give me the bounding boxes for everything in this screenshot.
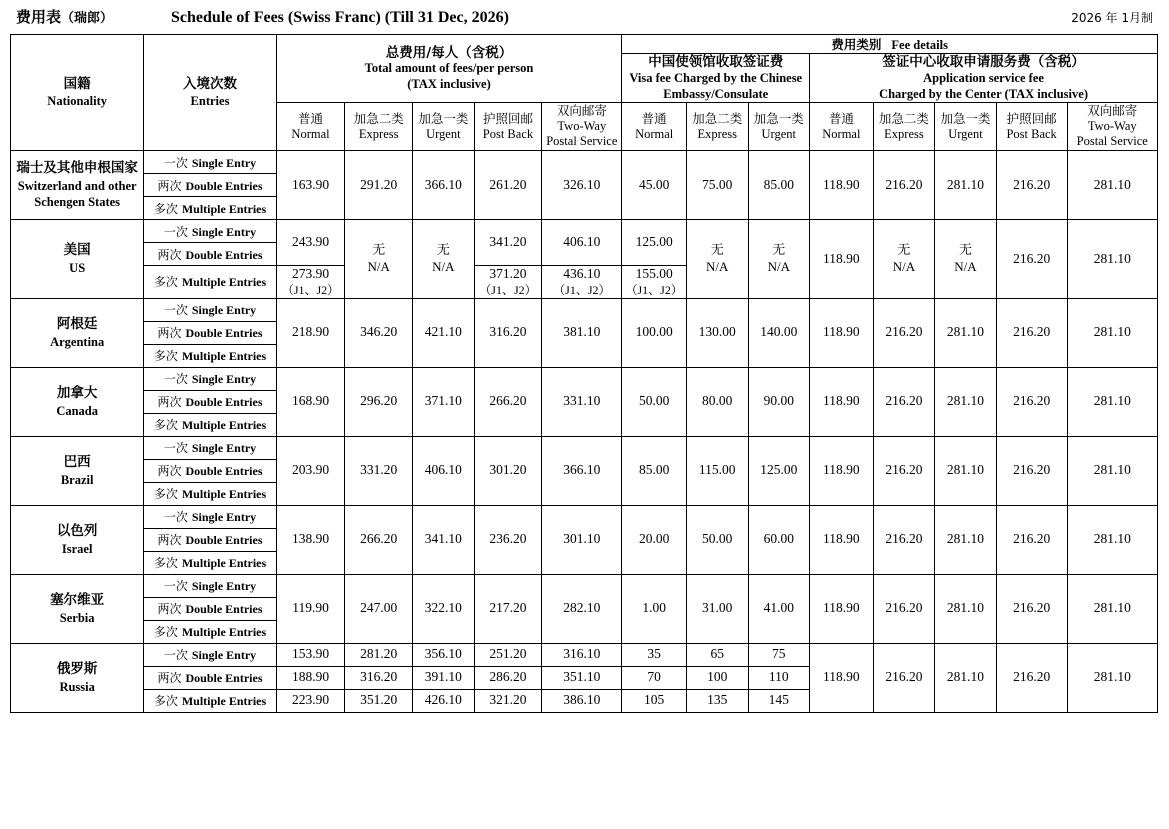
total-two-way: 316.10 — [542, 643, 622, 666]
service-normal: 118.90 — [810, 643, 874, 712]
total-two-way: 366.10 — [542, 436, 622, 505]
total-two-way-single: 406.10 — [542, 220, 622, 266]
visa-express: 65 — [686, 643, 748, 666]
total-post-back-single: 341.20 — [474, 220, 542, 266]
entry-label: 多次 Multiple Entries — [144, 197, 276, 220]
table-row — [11, 505, 1158, 528]
fee-table — [10, 34, 1158, 713]
service-normal: 118.90 — [810, 151, 874, 220]
entry-label: 两次 Double Entries — [144, 174, 276, 197]
service-urgent: 281.10 — [935, 436, 997, 505]
subheader-visa-normal: 普通 Normal — [622, 103, 687, 151]
entry-label: 两次 Double Entries — [144, 390, 276, 413]
visa-express: 31.00 — [686, 574, 748, 643]
total-express: 296.20 — [345, 367, 413, 436]
service-urgent: 281.10 — [935, 151, 997, 220]
service-normal: 118.90 — [810, 505, 874, 574]
service-urgent: 281.10 — [935, 367, 997, 436]
total-two-way: 282.10 — [542, 574, 622, 643]
col-header-nationality — [11, 35, 144, 151]
entry-label: 一次 Single Entry — [144, 367, 276, 390]
service-post-back: 216.20 — [996, 436, 1067, 505]
subheader-total-two-way: 双向邮寄 Two-Way Postal Service — [542, 103, 622, 151]
service-two-way: 281.10 — [1067, 436, 1157, 505]
nationality-cell: 以色列 Israel — [11, 505, 144, 574]
table-row — [11, 151, 1158, 174]
service-express: 216.20 — [873, 643, 935, 712]
entry-label: 一次 Single Entry — [144, 505, 276, 528]
issue-date-note: 2026 年 1月制 — [1071, 11, 1153, 25]
service-two-way: 281.10 — [1067, 220, 1157, 299]
nationality-cell: 巴西 Brazil — [11, 436, 144, 505]
nationality-cell: 美国 US — [11, 220, 144, 299]
visa-normal-multi: 155.00 （J1、J2） — [622, 266, 687, 299]
service-post-back: 216.20 — [996, 298, 1067, 367]
title-english: Schedule of Fees (Swiss Franc) (Till 31 Dec, 2026) — [171, 9, 509, 26]
fee-details-cn: 费用类别 — [831, 37, 882, 52]
total-urgent: 391.10 — [413, 666, 475, 689]
entry-label: 一次 Single Entry — [144, 151, 276, 174]
total-two-way: 351.10 — [542, 666, 622, 689]
entry-label: 多次 Multiple Entries — [144, 413, 276, 436]
entry-label: 一次 Single Entry — [144, 298, 276, 321]
service-express: 216.20 — [873, 505, 935, 574]
table-row — [11, 367, 1158, 390]
total-normal: 218.90 — [276, 298, 345, 367]
visa-urgent: 90.00 — [748, 367, 810, 436]
service-normal: 118.90 — [810, 298, 874, 367]
group-visa-en1: Visa fee Charged by the Chinese — [629, 70, 803, 85]
total-express: 346.20 — [345, 298, 413, 367]
service-normal: 118.90 — [810, 436, 874, 505]
subheader-total-normal: 普通 Normal — [276, 103, 345, 151]
service-post-back: 216.20 — [996, 574, 1067, 643]
nationality-cell: 瑞士及其他申根国家 Switzerland and other Schengen States — [11, 151, 144, 220]
subheader-service-express: 加急二类 Express — [873, 103, 935, 151]
title-chinese-sub: （瑞郎） — [61, 11, 114, 26]
group-total-en: Total amount of fees/per person — [364, 61, 534, 76]
visa-express: 100 — [686, 666, 748, 689]
service-two-way: 281.10 — [1067, 298, 1157, 367]
visa-urgent: 125.00 — [748, 436, 810, 505]
total-express: 266.20 — [345, 505, 413, 574]
col-header-entries-en: Entries — [190, 94, 230, 109]
group-header-service-fee — [810, 54, 1158, 103]
visa-normal: 85.00 — [622, 436, 687, 505]
service-express: 无 N/A — [873, 220, 935, 299]
service-two-way: 281.10 — [1067, 151, 1157, 220]
total-post-back: 251.20 — [474, 643, 542, 666]
entry-label: 一次 Single Entry — [144, 436, 276, 459]
service-express: 216.20 — [873, 298, 935, 367]
service-post-back: 216.20 — [996, 505, 1067, 574]
table-row — [11, 574, 1158, 597]
col-header-entries — [144, 35, 276, 151]
subheader-total-urgent: 加急一类 Urgent — [413, 103, 475, 151]
entry-label: 一次 Single Entry — [144, 574, 276, 597]
total-urgent: 366.10 — [413, 151, 475, 220]
nationality-cell: 阿根廷 Argentina — [11, 298, 144, 367]
visa-express: 无 N/A — [686, 220, 748, 299]
total-express: 351.20 — [345, 689, 413, 712]
total-normal-multi: 273.90 （J1、J2） — [276, 266, 345, 299]
total-normal: 203.90 — [276, 436, 345, 505]
group-service-en1: Application service fee — [923, 70, 1044, 85]
entry-label: 一次 Single Entry — [144, 220, 276, 243]
visa-normal: 100.00 — [622, 298, 687, 367]
service-two-way: 281.10 — [1067, 505, 1157, 574]
subheader-service-two-way: 双向邮寄 Two-Way Postal Service — [1067, 103, 1157, 151]
visa-urgent: 41.00 — [748, 574, 810, 643]
entry-label: 两次 Double Entries — [144, 459, 276, 482]
service-urgent: 281.10 — [935, 298, 997, 367]
subheader-service-urgent: 加急一类 Urgent — [935, 103, 997, 151]
service-post-back: 216.20 — [996, 151, 1067, 220]
subheader-service-normal: 普通 Normal — [810, 103, 874, 151]
total-urgent: 356.10 — [413, 643, 475, 666]
nationality-cell: 塞尔维亚 Serbia — [11, 574, 144, 643]
total-post-back: 286.20 — [474, 666, 542, 689]
total-urgent: 322.10 — [413, 574, 475, 643]
visa-normal: 105 — [622, 689, 687, 712]
table-row — [11, 298, 1158, 321]
visa-normal-single: 125.00 — [622, 220, 687, 266]
service-post-back: 216.20 — [996, 220, 1067, 299]
group-total-cn: 总费用/每人（含税） — [385, 44, 513, 61]
visa-normal: 45.00 — [622, 151, 687, 220]
total-normal: 168.90 — [276, 367, 345, 436]
service-two-way: 281.10 — [1067, 643, 1157, 712]
total-post-back-multi: 371.20 （J1、J2） — [474, 266, 542, 299]
service-express: 216.20 — [873, 151, 935, 220]
group-total-tax: (TAX inclusive) — [407, 77, 491, 91]
visa-urgent: 145 — [748, 689, 810, 712]
group-service-en2: Charged by the Center (TAX inclusive) — [879, 86, 1088, 101]
table-row — [11, 643, 1158, 666]
visa-urgent: 140.00 — [748, 298, 810, 367]
visa-urgent: 60.00 — [748, 505, 810, 574]
nationality-cell: 俄罗斯 Russia — [11, 643, 144, 712]
visa-express: 75.00 — [686, 151, 748, 220]
total-express: 316.20 — [345, 666, 413, 689]
entry-label: 一次 Single Entry — [144, 643, 276, 666]
service-two-way: 281.10 — [1067, 574, 1157, 643]
total-urgent: 无 N/A — [413, 220, 475, 299]
entry-label: 两次 Double Entries — [144, 666, 276, 689]
total-urgent: 421.10 — [413, 298, 475, 367]
service-urgent: 281.10 — [935, 643, 997, 712]
col-header-nationality-en: Nationality — [47, 94, 108, 109]
group-visa-cn: 中国使领馆收取签证费 — [648, 54, 784, 70]
subheader-service-post-back: 护照回邮 Post Back — [996, 103, 1067, 151]
total-urgent: 406.10 — [413, 436, 475, 505]
service-two-way: 281.10 — [1067, 367, 1157, 436]
visa-express: 130.00 — [686, 298, 748, 367]
total-two-way: 331.10 — [542, 367, 622, 436]
visa-urgent: 110 — [748, 666, 810, 689]
visa-express: 50.00 — [686, 505, 748, 574]
total-urgent: 371.10 — [413, 367, 475, 436]
service-normal: 118.90 — [810, 220, 874, 299]
entry-label: 多次 Multiple Entries — [144, 551, 276, 574]
total-normal-single: 243.90 — [276, 220, 345, 266]
service-urgent: 无 N/A — [935, 220, 997, 299]
entry-label: 多次 Multiple Entries — [144, 689, 276, 712]
visa-normal: 1.00 — [622, 574, 687, 643]
visa-normal: 70 — [622, 666, 687, 689]
entry-label: 两次 Double Entries — [144, 243, 276, 266]
total-normal: 153.90 — [276, 643, 345, 666]
visa-normal: 20.00 — [622, 505, 687, 574]
total-post-back: 301.20 — [474, 436, 542, 505]
service-express: 216.20 — [873, 436, 935, 505]
nationality-cell: 加拿大 Canada — [11, 367, 144, 436]
subheader-visa-express: 加急二类 Express — [686, 103, 748, 151]
group-header-total — [276, 35, 622, 103]
total-express: 无 N/A — [345, 220, 413, 299]
visa-urgent: 85.00 — [748, 151, 810, 220]
visa-urgent: 75 — [748, 643, 810, 666]
total-two-way: 301.10 — [542, 505, 622, 574]
entry-label: 多次 Multiple Entries — [144, 344, 276, 367]
service-express: 216.20 — [873, 367, 935, 436]
subheader-total-express: 加急二类 Express — [345, 103, 413, 151]
total-two-way: 381.10 — [542, 298, 622, 367]
total-urgent: 426.10 — [413, 689, 475, 712]
total-two-way: 326.10 — [542, 151, 622, 220]
entry-label: 两次 Double Entries — [144, 528, 276, 551]
service-express: 216.20 — [873, 574, 935, 643]
group-visa-en2: Embassy/Consulate — [663, 86, 769, 101]
visa-normal: 35 — [622, 643, 687, 666]
total-post-back: 321.20 — [474, 689, 542, 712]
total-post-back: 316.20 — [474, 298, 542, 367]
header-row-1 — [11, 35, 1158, 54]
total-two-way: 386.10 — [542, 689, 622, 712]
subheader-total-post-back: 护照回邮 Post Back — [474, 103, 542, 151]
total-urgent: 341.10 — [413, 505, 475, 574]
total-normal: 119.90 — [276, 574, 345, 643]
total-post-back: 261.20 — [474, 151, 542, 220]
visa-express: 80.00 — [686, 367, 748, 436]
group-service-cn: 签证中心收取申请服务费（含税） — [882, 54, 1085, 70]
total-post-back: 266.20 — [474, 367, 542, 436]
total-express: 331.20 — [345, 436, 413, 505]
title-chinese-main: 费用表 — [16, 8, 62, 26]
visa-express: 135 — [686, 689, 748, 712]
service-post-back: 216.20 — [996, 367, 1067, 436]
entry-label: 两次 Double Entries — [144, 597, 276, 620]
total-normal: 188.90 — [276, 666, 345, 689]
total-post-back: 217.20 — [474, 574, 542, 643]
service-normal: 118.90 — [810, 367, 874, 436]
visa-express: 115.00 — [686, 436, 748, 505]
entry-label: 多次 Multiple Entries — [144, 482, 276, 505]
entry-label: 多次 Multiple Entries — [144, 266, 276, 299]
total-express: 281.20 — [345, 643, 413, 666]
document-header — [10, 6, 1159, 32]
service-post-back: 216.20 — [996, 643, 1067, 712]
group-header-fee-details — [622, 35, 1158, 54]
group-header-visa-fee — [622, 54, 810, 103]
service-urgent: 281.10 — [935, 574, 997, 643]
table-row — [11, 436, 1158, 459]
total-normal: 163.90 — [276, 151, 345, 220]
total-normal: 223.90 — [276, 689, 345, 712]
col-header-entries-cn: 入境次数 — [183, 75, 237, 92]
subheader-visa-urgent: 加急一类 Urgent — [748, 103, 810, 151]
col-header-nationality-cn: 国籍 — [63, 75, 91, 92]
entry-label: 多次 Multiple Entries — [144, 620, 276, 643]
total-normal: 138.90 — [276, 505, 345, 574]
table-row — [11, 220, 1158, 243]
total-two-way-multi: 436.10 （J1、J2） — [542, 266, 622, 299]
total-post-back: 236.20 — [474, 505, 542, 574]
visa-urgent: 无 N/A — [748, 220, 810, 299]
entry-label: 两次 Double Entries — [144, 321, 276, 344]
total-express: 291.20 — [345, 151, 413, 220]
total-express: 247.00 — [345, 574, 413, 643]
visa-normal: 50.00 — [622, 367, 687, 436]
title-chinese — [16, 6, 113, 27]
service-urgent: 281.10 — [935, 505, 997, 574]
service-normal: 118.90 — [810, 574, 874, 643]
fee-details-en: Fee details — [891, 38, 948, 52]
